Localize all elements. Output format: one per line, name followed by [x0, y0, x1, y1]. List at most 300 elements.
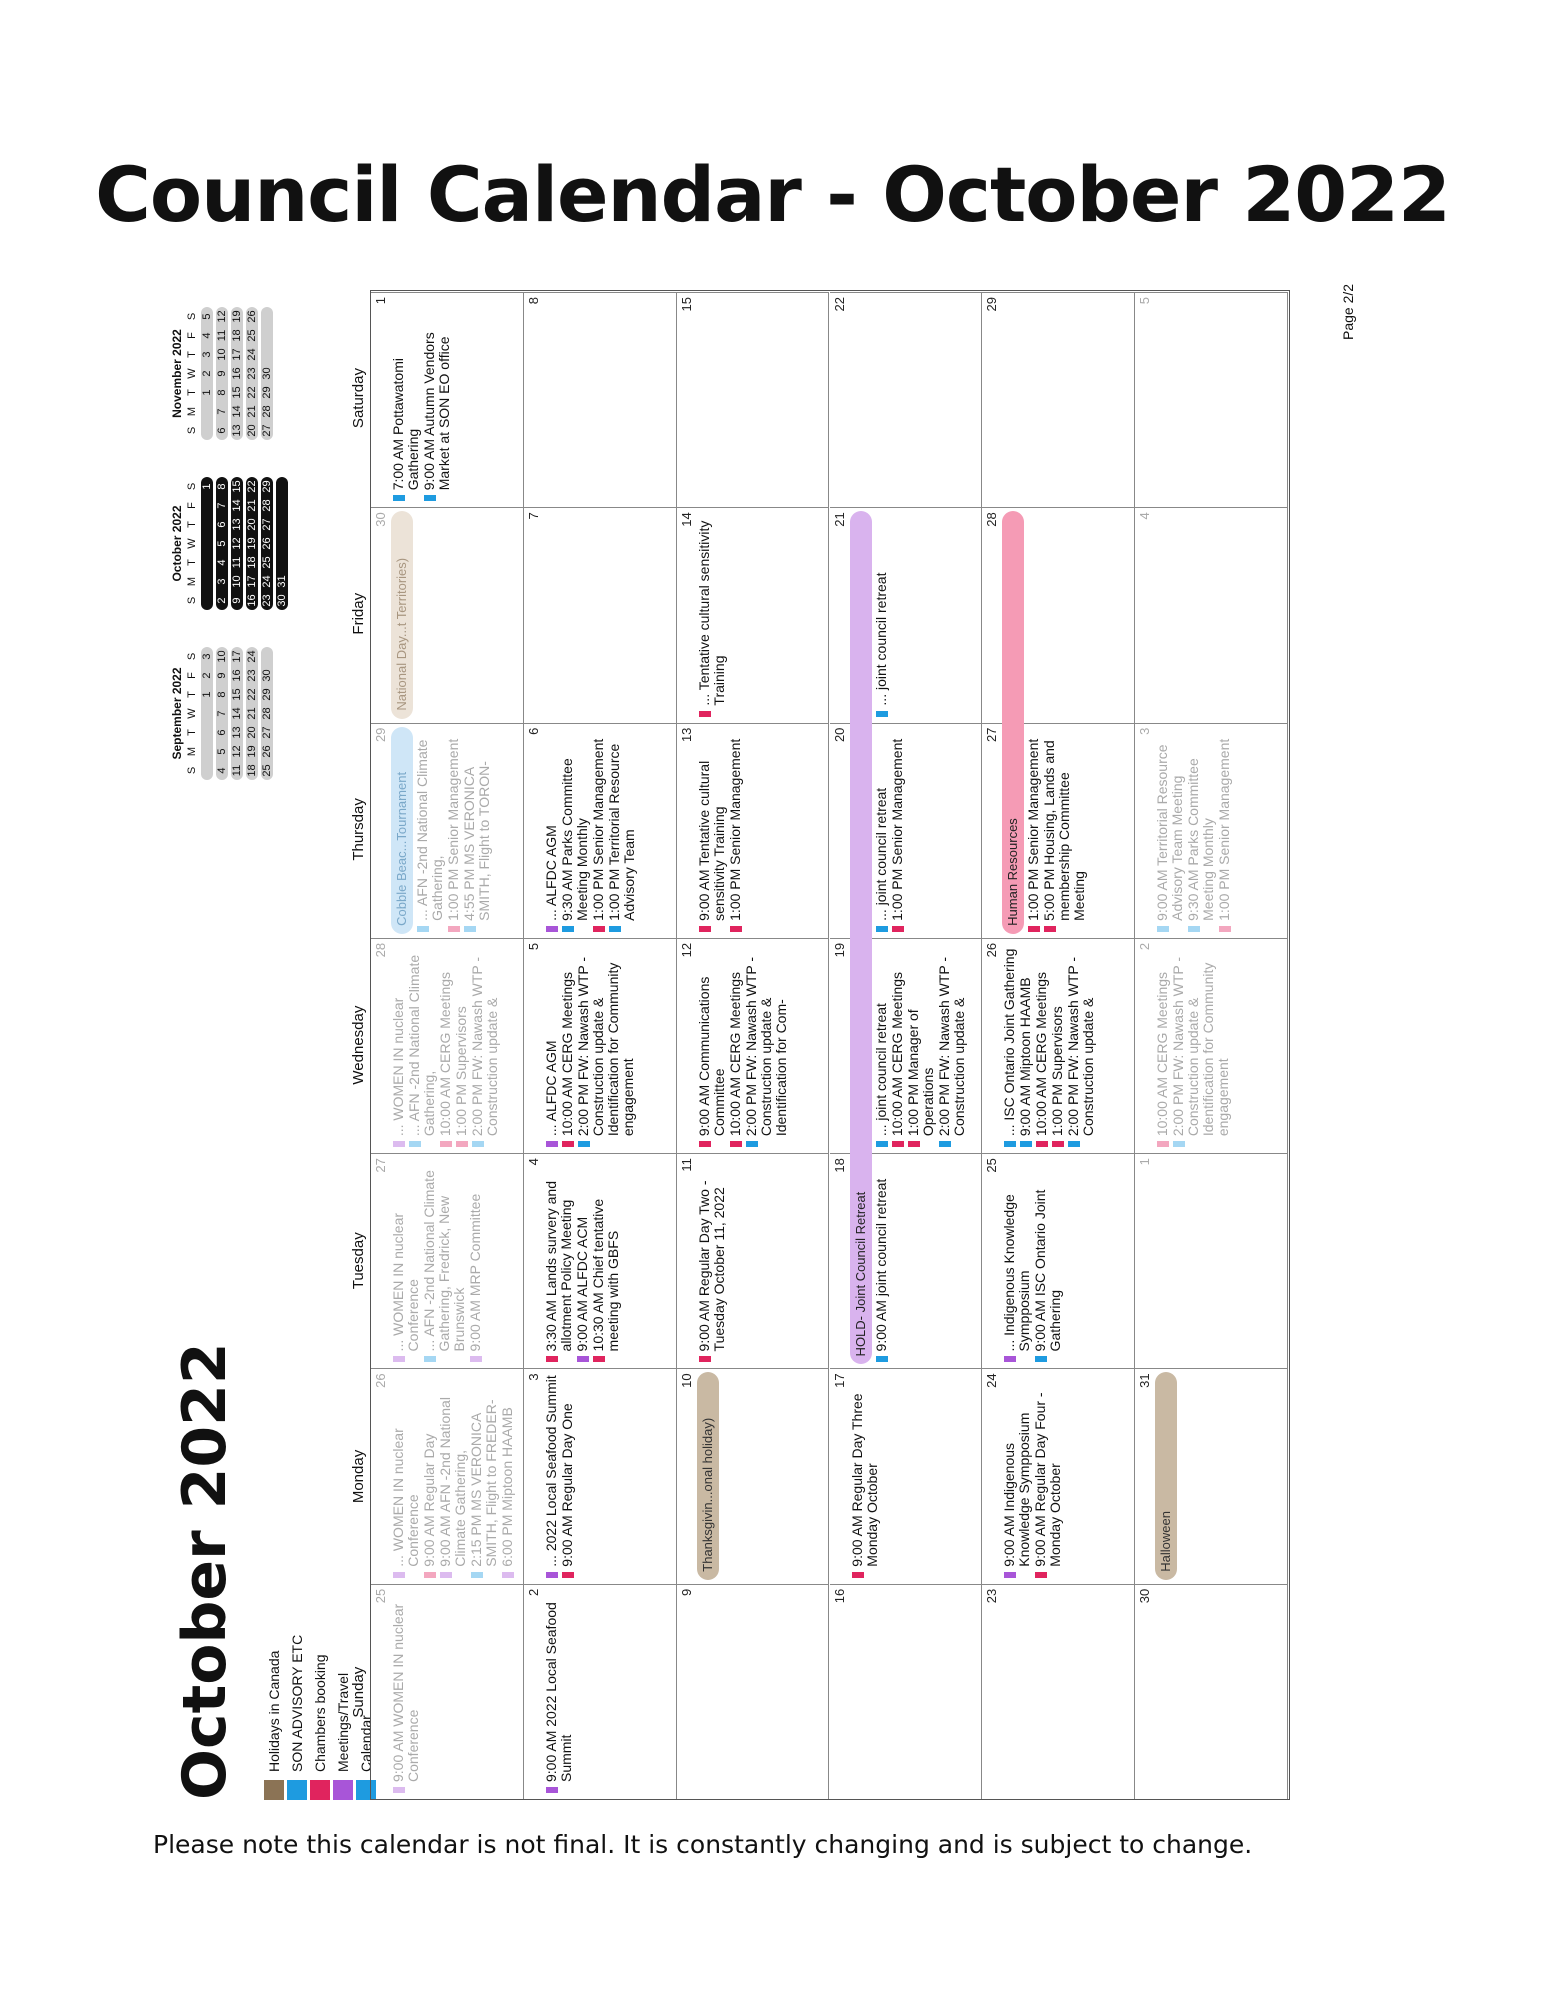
mini-day: 11	[216, 329, 228, 342]
event-text: 9:00 AM Regular Day Three Monday October	[848, 1393, 880, 1567]
day-cell[interactable]	[982, 1368, 1135, 1583]
mini-day: 5	[216, 748, 228, 755]
calendar-event[interactable]	[560, 1373, 575, 1577]
mini-day	[276, 477, 288, 496]
event-color-marker	[1036, 1141, 1048, 1147]
day-cell[interactable]	[677, 938, 830, 1153]
event-color-marker	[1044, 926, 1056, 932]
event-color-marker	[1188, 926, 1200, 932]
day-number: 1	[1137, 1158, 1153, 1166]
day-cell[interactable]	[1135, 723, 1288, 938]
mini-day: 6	[216, 427, 228, 434]
mini-weekday: T	[186, 521, 198, 528]
calendar-event[interactable]	[438, 943, 453, 1147]
mini-day	[201, 553, 213, 572]
calendar-event[interactable]	[874, 728, 889, 932]
day-number: 31	[1137, 1373, 1153, 1388]
mini-day: 1	[201, 691, 213, 698]
mini-weekday: M	[186, 406, 198, 417]
mini-day: 30	[261, 669, 273, 682]
event-text: 1:00 PM Manager of Operations	[904, 1009, 936, 1137]
weekday-header	[350, 290, 367, 1800]
calendar-event[interactable]	[591, 728, 606, 932]
calendar-event[interactable]	[422, 1158, 467, 1362]
calendar-event[interactable]	[1002, 943, 1017, 1147]
day-cell[interactable]	[677, 1153, 830, 1368]
mini-weekday: T	[186, 691, 198, 698]
mini-day	[261, 307, 273, 326]
calendar-event[interactable]	[850, 1373, 880, 1577]
mini-day: 17	[231, 348, 243, 361]
event-text: ... AFN -2nd National Climate Gathering,	[406, 954, 437, 1137]
event-color-marker	[546, 1356, 558, 1362]
event-text: 1:00 PM Senior Management	[445, 738, 461, 921]
event-color-marker	[409, 1141, 421, 1147]
calendar-event[interactable]	[415, 728, 445, 932]
day-number: 24	[984, 1373, 1000, 1388]
mini-weekday: M	[186, 576, 198, 587]
day-cell[interactable]	[830, 1584, 983, 1799]
calendar-event[interactable]	[1002, 1373, 1032, 1577]
event-text: 2:00 PM FW: Nawash WTP - Construction update &	[469, 956, 500, 1137]
mini-day: 8	[216, 691, 228, 698]
mini-weekday: S	[186, 596, 198, 605]
mini-day: 24	[246, 650, 258, 663]
event-color-marker	[609, 926, 621, 932]
calendar-event[interactable]	[1026, 728, 1041, 932]
calendar-event[interactable]	[697, 512, 727, 716]
mini-day: 21	[246, 499, 258, 512]
event-color-marker	[577, 1356, 589, 1362]
day-number: 23	[984, 1588, 1000, 1604]
day-cell[interactable]	[677, 1584, 830, 1799]
weekday-label: Thursday	[350, 798, 367, 861]
mini-day: 29	[261, 386, 273, 399]
day-number: 29	[984, 297, 1000, 312]
calendar-event[interactable]	[462, 728, 492, 932]
event-text: ... Indigenous Knowledge Sympposium	[1001, 1194, 1033, 1352]
weekday-label: Sunday	[350, 1666, 367, 1718]
mini-day: 23	[246, 669, 258, 682]
event-color-marker	[1035, 1572, 1047, 1578]
mini-weekday: T	[186, 389, 198, 396]
weekday-label: Monday	[350, 1449, 367, 1504]
mini-day: 15	[231, 386, 243, 399]
legend-label: Chambers booking	[311, 1654, 328, 1772]
day-cell[interactable]	[371, 938, 524, 1153]
calendar-event[interactable]	[1066, 943, 1096, 1147]
mini-day: 12	[216, 310, 228, 323]
calendar-event[interactable]	[728, 943, 743, 1147]
day-number: 1	[373, 297, 388, 305]
event-color-marker	[424, 1356, 436, 1362]
day-cell[interactable]	[1135, 1584, 1288, 1799]
event-text: 9:00 AM 2022 Local Seafood Summit	[542, 1602, 574, 1782]
calendar-event[interactable]	[544, 1589, 574, 1793]
event-text: 2:15 PM MS VERONICA SMITH, Flight to FREDER-	[468, 1399, 499, 1567]
event-text: 10:00 AM CERG Meetings	[888, 971, 905, 1137]
mini-day: 13	[231, 518, 243, 531]
mini-day: 4	[216, 559, 228, 566]
day-number: 25	[984, 1158, 1000, 1173]
calendar-event[interactable]	[391, 1589, 421, 1793]
day-cell[interactable]	[371, 292, 524, 507]
day-number: 27	[984, 727, 1000, 743]
day-cell[interactable]	[1135, 938, 1288, 1153]
mini-weekday: W	[186, 708, 198, 719]
event-color-marker	[699, 1356, 711, 1362]
event-text: ... WOMEN IN nuclear Conference	[390, 1428, 421, 1567]
day-number: 7	[525, 512, 541, 520]
mini-day: 9	[216, 672, 228, 679]
calendar-event[interactable]	[391, 943, 406, 1147]
calendar-event[interactable]	[391, 1158, 421, 1362]
mini-day: 10	[216, 348, 228, 361]
all-day-event[interactable]: Halloween	[1155, 1372, 1177, 1579]
mini-day: 18	[246, 764, 258, 777]
mini-day: 4	[201, 332, 213, 339]
mini-day: 22	[246, 386, 258, 399]
event-color-marker	[876, 1356, 888, 1362]
day-number: 12	[678, 942, 694, 958]
event-text: 10:30 AM Chief tentative meeting with GBFS	[589, 1198, 621, 1352]
mini-calendar-week	[261, 647, 273, 780]
mini-calendar-title: November 2022	[170, 329, 184, 418]
day-number: 2	[1137, 942, 1153, 951]
mini-calendar-week	[246, 307, 258, 440]
event-text: 5:00 PM Housing, Lands and membership Committee Meeting	[1041, 740, 1088, 921]
mini-day: 2	[201, 370, 213, 377]
event-color-marker	[1219, 926, 1231, 932]
legend-swatch	[264, 1780, 284, 1800]
event-color-marker	[393, 1787, 405, 1793]
calendar-event[interactable]	[500, 1373, 515, 1577]
day-number: 3	[1137, 727, 1153, 735]
calendar-event[interactable]	[874, 943, 889, 1147]
mini-calendar-title: October 2022	[170, 505, 184, 582]
day-cell[interactable]	[1135, 507, 1288, 722]
event-text: 9:00 AM Regular Day Four - Monday October	[1032, 1392, 1064, 1567]
event-text: 7:00 AM Pottawatomi Gathering	[390, 358, 421, 491]
event-color-marker	[593, 1356, 605, 1362]
event-text: ... 2022 Local Seafood Summit	[542, 1375, 559, 1567]
calendar-event[interactable]	[544, 1373, 559, 1577]
calendar-event[interactable]	[874, 512, 889, 716]
event-text: 10:00 AM CERG Meetings	[1154, 971, 1171, 1137]
event-color-marker	[1028, 926, 1040, 932]
event-color-marker	[876, 926, 888, 932]
mini-calendar-week	[216, 647, 228, 780]
mini-day	[201, 591, 213, 610]
event-text: ... ALFDC AGM	[542, 825, 559, 921]
mini-day: 14	[231, 707, 243, 720]
day-cell[interactable]	[524, 938, 677, 1153]
event-list	[391, 1589, 422, 1793]
calendar-event[interactable]	[607, 728, 637, 932]
calendar-event[interactable]	[591, 1158, 621, 1362]
mini-day: 3	[201, 653, 213, 660]
day-cell[interactable]	[371, 1368, 524, 1583]
event-list	[391, 1158, 484, 1362]
day-number: 3	[525, 1373, 541, 1381]
calendar-event[interactable]	[468, 1158, 483, 1362]
event-list	[874, 1158, 890, 1362]
day-cell[interactable]	[982, 1153, 1135, 1368]
calendar-event[interactable]	[560, 943, 575, 1147]
legend-label: SON ADVISORY ETC	[288, 1634, 305, 1772]
calendar-event[interactable]	[446, 728, 461, 932]
mini-day: 25	[261, 556, 273, 569]
mini-day	[261, 326, 273, 345]
calendar-event[interactable]	[1018, 943, 1033, 1147]
day-cell[interactable]	[677, 723, 830, 938]
event-text: 9:00 AM Regular Day One	[558, 1403, 575, 1567]
calendar-event[interactable]	[469, 1373, 499, 1577]
calendar-event[interactable]	[422, 297, 452, 501]
calendar-event[interactable]	[391, 297, 421, 501]
calendar-event[interactable]	[1155, 728, 1185, 932]
calendar-event[interactable]	[544, 728, 559, 932]
page-number: Page 2/2	[1340, 283, 1356, 340]
calendar-event[interactable]	[1217, 728, 1232, 932]
event-text: 9:30 AM Parks Committee Meeting Monthly	[558, 758, 590, 921]
event-text: 1:00 PM Senior Management	[888, 738, 905, 921]
event-list	[850, 1373, 881, 1577]
day-number: 11	[678, 1158, 694, 1172]
calendar-event[interactable]	[576, 943, 636, 1147]
mini-weekday: M	[186, 746, 198, 757]
mini-weekday: S	[186, 482, 198, 491]
calendar-event[interactable]	[438, 1373, 468, 1577]
all-day-event[interactable]: Cobble Beac...Tournament	[391, 727, 413, 934]
weekday-label: Friday	[350, 592, 367, 635]
event-color-marker	[1068, 1141, 1080, 1147]
mini-day: 21	[246, 707, 258, 720]
event-color-marker	[471, 1572, 483, 1578]
mini-weekday: T	[186, 729, 198, 736]
event-color-marker	[699, 711, 711, 717]
event-color-marker	[746, 1141, 758, 1147]
event-list	[1155, 943, 1232, 1147]
day-cell[interactable]	[524, 723, 677, 938]
event-text: ... ISC Ontario Joint Gathering	[1001, 948, 1018, 1137]
legend-item	[285, 1635, 308, 1800]
event-list	[391, 943, 501, 1147]
day-cell[interactable]	[1135, 292, 1288, 507]
calendar-event[interactable]	[890, 728, 905, 932]
event-color-marker	[1004, 1141, 1016, 1147]
weekday-label: Saturday	[350, 368, 367, 429]
event-text: 9:00 AM MRP Committee	[467, 1193, 483, 1352]
day-cell[interactable]	[1135, 1153, 1288, 1368]
event-text: 2:00 PM FW: Nawash WTP - Construction update &	[935, 956, 967, 1137]
calendar-event[interactable]	[874, 1158, 889, 1362]
day-cell[interactable]	[524, 507, 677, 722]
day-cell[interactable]	[982, 1584, 1135, 1799]
mini-day: 1	[201, 483, 213, 490]
calendar-event[interactable]	[407, 943, 437, 1147]
day-cell[interactable]	[982, 938, 1135, 1153]
calendar-event[interactable]	[1033, 1373, 1063, 1577]
event-text: ... ALFDC AGM	[542, 1040, 559, 1137]
event-color-marker	[546, 1572, 558, 1578]
event-color-marker	[448, 926, 460, 932]
mini-calendar-week	[231, 307, 243, 440]
day-cell[interactable]	[524, 1153, 677, 1368]
mini-day: 16	[231, 367, 243, 380]
mini-day: 13	[231, 424, 243, 437]
event-list	[874, 943, 968, 1147]
mini-day: 21	[246, 405, 258, 418]
calendar-event[interactable]	[697, 943, 727, 1147]
mini-calendar	[170, 647, 273, 780]
calendar-event[interactable]	[422, 1373, 437, 1577]
event-text: 1:00 PM Supervisors	[1049, 1006, 1066, 1137]
event-list	[391, 297, 453, 501]
all-day-event[interactable]: Thanksgivin...onal holiday)	[697, 1372, 719, 1579]
mini-day	[276, 496, 288, 515]
legend-swatch	[287, 1780, 307, 1800]
event-color-marker	[562, 1141, 574, 1147]
event-color-marker	[939, 1141, 951, 1147]
mini-day: 8	[216, 483, 228, 490]
mini-day: 19	[231, 310, 243, 323]
mini-day: 22	[246, 480, 258, 493]
day-number: 13	[678, 727, 694, 743]
all-day-event[interactable]: National Day...t Territories)	[391, 511, 413, 718]
event-text: ... joint council retreat	[872, 1003, 889, 1137]
day-cell[interactable]	[524, 1368, 677, 1583]
day-number: 4	[1137, 512, 1153, 520]
calendar-event[interactable]	[1171, 943, 1231, 1147]
event-text: 9:00 AM Miptoon HAAMB	[1017, 977, 1034, 1137]
mini-day: 23	[261, 594, 273, 607]
event-color-marker	[1157, 926, 1169, 932]
day-cell[interactable]	[830, 1368, 983, 1583]
calendar-event[interactable]	[1034, 943, 1049, 1147]
mini-day: 11	[231, 764, 243, 777]
event-text: 10:00 AM CERG Meetings	[437, 971, 453, 1137]
calendar-event[interactable]	[544, 943, 559, 1147]
event-list	[544, 728, 638, 932]
mini-day	[201, 723, 213, 742]
calendar-event[interactable]	[906, 943, 936, 1147]
all-day-event[interactable]: Human Resources	[1002, 511, 1024, 934]
mini-calendar-title: September 2022	[170, 667, 184, 760]
mini-day: 23	[246, 367, 258, 380]
calendar-event[interactable]	[544, 1158, 574, 1362]
mini-day: 14	[231, 405, 243, 418]
event-list	[697, 728, 744, 932]
mini-calendar-week	[246, 647, 258, 780]
calendar-event[interactable]	[454, 943, 469, 1147]
calendar-event[interactable]	[697, 728, 727, 932]
event-list	[544, 1158, 622, 1362]
mini-weekday: S	[186, 312, 198, 321]
mini-calendar-week	[231, 647, 243, 780]
mini-day: 28	[261, 499, 273, 512]
event-color-marker	[440, 1141, 452, 1147]
mini-day: 12	[231, 537, 243, 550]
mini-day: 17	[231, 650, 243, 663]
calendar-event[interactable]	[1042, 728, 1087, 932]
day-number: 21	[831, 512, 847, 527]
footer-note: Please note this calendar is not final. It is constantly changing and is subject to change.	[153, 1830, 1253, 1859]
day-number: 19	[831, 942, 847, 958]
event-text: 9:00 AM Territorial Resource Advisory Team Meeting	[1154, 744, 1186, 921]
day-number: 20	[831, 727, 847, 743]
event-text: 9:30 AM Parks Committee Meeting Monthly	[1185, 758, 1217, 921]
calendar-event[interactable]	[470, 943, 500, 1147]
calendar-event[interactable]	[1050, 943, 1065, 1147]
event-list	[1155, 728, 1233, 932]
mini-day	[201, 704, 213, 723]
day-cell[interactable]	[524, 292, 677, 507]
event-color-marker	[417, 926, 429, 932]
day-cell[interactable]	[982, 292, 1135, 507]
mini-calendar-week	[216, 477, 228, 610]
event-color-marker	[472, 1141, 484, 1147]
calendar-event[interactable]	[937, 943, 967, 1147]
calendar-event[interactable]	[728, 728, 743, 932]
day-number: 2	[525, 1588, 541, 1596]
event-text: 10:00 AM CERG Meetings	[726, 971, 743, 1137]
event-text: 9:00 AM Communications Committee	[695, 976, 727, 1137]
mini-day: 25	[261, 764, 273, 777]
calendar-event[interactable]	[575, 1158, 590, 1362]
day-cell[interactable]	[677, 292, 830, 507]
calendar-event[interactable]	[890, 943, 905, 1147]
mini-calendar-week	[201, 647, 213, 780]
event-text: 10:00 AM CERG Meetings	[558, 971, 575, 1137]
mini-calendar-week	[201, 477, 213, 610]
calendar-event[interactable]	[1155, 943, 1170, 1147]
event-color-marker	[730, 926, 742, 932]
mini-day: 2	[201, 672, 213, 679]
calendar-event[interactable]	[744, 943, 789, 1147]
calendar-event[interactable]	[1033, 1158, 1063, 1362]
event-color-marker	[393, 1141, 405, 1147]
day-cell[interactable]	[830, 292, 983, 507]
mini-day: 5	[216, 540, 228, 547]
event-list	[544, 1589, 575, 1793]
mini-weekday: W	[186, 538, 198, 549]
day-cell[interactable]	[371, 1584, 524, 1799]
calendar-event[interactable]	[391, 1373, 421, 1577]
event-color-marker	[502, 1572, 514, 1578]
mini-day: 27	[261, 518, 273, 531]
calendar-event[interactable]	[1002, 1158, 1032, 1362]
event-color-marker	[730, 1141, 742, 1147]
event-color-marker	[876, 1141, 888, 1147]
all-day-event[interactable]: HOLD- Joint Council Retreat	[850, 511, 872, 1364]
month-heading: October 2022	[170, 1342, 240, 1800]
day-number: 29	[373, 727, 388, 743]
event-color-marker	[424, 495, 436, 501]
calendar-event[interactable]	[697, 1158, 727, 1362]
mini-day: 16	[246, 594, 258, 607]
calendar-event[interactable]	[1186, 728, 1216, 932]
day-cell[interactable]	[677, 507, 830, 722]
mini-calendar-week	[261, 477, 273, 610]
event-text: 2:00 PM FW: Nawash WTP - Construction update &	[1065, 956, 1097, 1137]
day-cell[interactable]	[524, 1584, 677, 1799]
calendar-event[interactable]	[560, 728, 590, 932]
mini-day: 3	[201, 351, 213, 358]
day-cell[interactable]	[371, 1153, 524, 1368]
day-number: 4	[525, 1158, 541, 1166]
mini-day: 24	[261, 575, 273, 588]
